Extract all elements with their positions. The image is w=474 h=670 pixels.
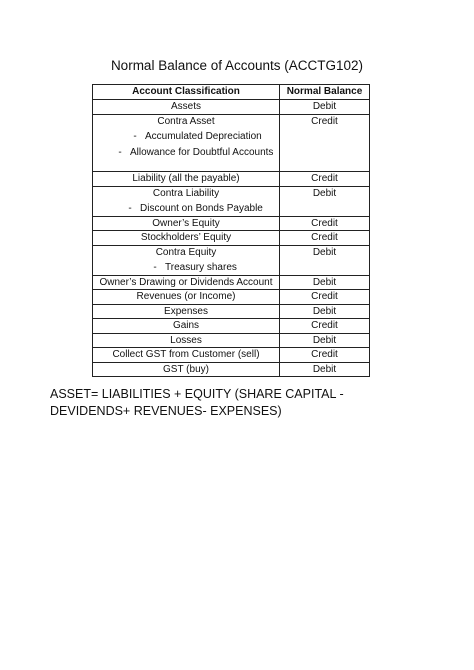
account-cell — [93, 348, 280, 363]
account-name: Owner’s Drawing or Dividends Account — [99, 276, 273, 288]
table-row — [93, 231, 370, 246]
header-normal-balance: Normal Balance — [280, 85, 370, 100]
table-row — [93, 245, 370, 275]
account-name: Revenues (or Income) — [136, 291, 236, 302]
account-cell — [93, 231, 280, 246]
table-row — [93, 172, 370, 187]
account-cell — [93, 362, 280, 377]
table-row — [93, 333, 370, 348]
dash-bullet: - — [153, 262, 157, 273]
page-title: Normal Balance of Accounts (ACCTG102) — [110, 58, 364, 73]
header-account-classification: Account Classification — [93, 85, 280, 100]
balance-cell: Debit — [280, 333, 370, 348]
account-name: Expenses — [164, 305, 208, 317]
account-name: Gains — [172, 320, 200, 331]
account-name: Liability (all the payable) — [132, 173, 240, 184]
sub-account: - Discount on Bonds Payable — [95, 202, 277, 216]
balance-cell: Debit — [280, 275, 370, 290]
account-cell — [93, 186, 280, 216]
account-cell — [93, 114, 280, 172]
balance-cell: Debit — [280, 186, 370, 216]
account-name: Owner’s Equity — [152, 217, 220, 229]
account-cell — [93, 245, 280, 275]
accounting-equation: ASSET= LIABILITIES + EQUITY (SHARE CAPITAL -DEVIDENDS+ REVENUES- EXPENSES) — [50, 387, 344, 418]
balance-cell: Credit — [280, 172, 370, 187]
balance-cell: Credit — [280, 348, 370, 363]
balance-cell: Credit — [280, 216, 370, 231]
account-name: Stockholders’ Equity — [140, 232, 232, 243]
table-row — [93, 186, 370, 216]
account-cell — [93, 216, 280, 231]
table-row — [93, 290, 370, 305]
balance-cell: Debit — [280, 245, 370, 275]
table-row — [93, 275, 370, 290]
sub-account: - Allowance for Doubtful Accounts — [95, 146, 277, 160]
balance-cell: Debit — [280, 362, 370, 377]
table-row — [93, 304, 370, 319]
table-row — [93, 100, 370, 115]
account-cell — [93, 333, 280, 348]
table-row — [93, 362, 370, 377]
sub-account: - Accumulated Depreciation — [95, 130, 277, 144]
dash-bullet: - — [128, 203, 132, 214]
account-cell — [93, 275, 280, 290]
account-name: Losses — [170, 334, 202, 346]
balance-cell: Debit — [280, 100, 370, 115]
dash-bullet: - — [133, 131, 137, 142]
balance-cell: Debit — [280, 304, 370, 319]
table-row — [93, 319, 370, 334]
balance-cell: Credit — [280, 231, 370, 246]
account-name: Contra Liability — [152, 187, 220, 199]
table-row — [93, 216, 370, 231]
account-name: Assets — [170, 101, 201, 112]
balance-cell: Credit — [280, 114, 370, 172]
account-name: Contra Equity — [155, 246, 217, 258]
dash-bullet: - — [118, 146, 122, 158]
balance-cell: Credit — [280, 319, 370, 334]
account-name: Collect GST from Customer (sell) — [112, 349, 260, 360]
account-cell — [93, 319, 280, 334]
account-cell — [93, 100, 280, 115]
account-cell — [93, 172, 280, 187]
balance-cell: Credit — [280, 290, 370, 305]
table-header-row — [93, 85, 370, 100]
account-name: Contra Asset — [157, 115, 215, 127]
account-cell — [93, 290, 280, 305]
table-row — [93, 348, 370, 363]
normal-balance-table — [92, 84, 370, 377]
account-cell — [93, 304, 280, 319]
sub-account: - Treasury shares — [95, 261, 277, 275]
table-row — [93, 114, 370, 172]
account-name: GST (buy) — [163, 363, 209, 375]
